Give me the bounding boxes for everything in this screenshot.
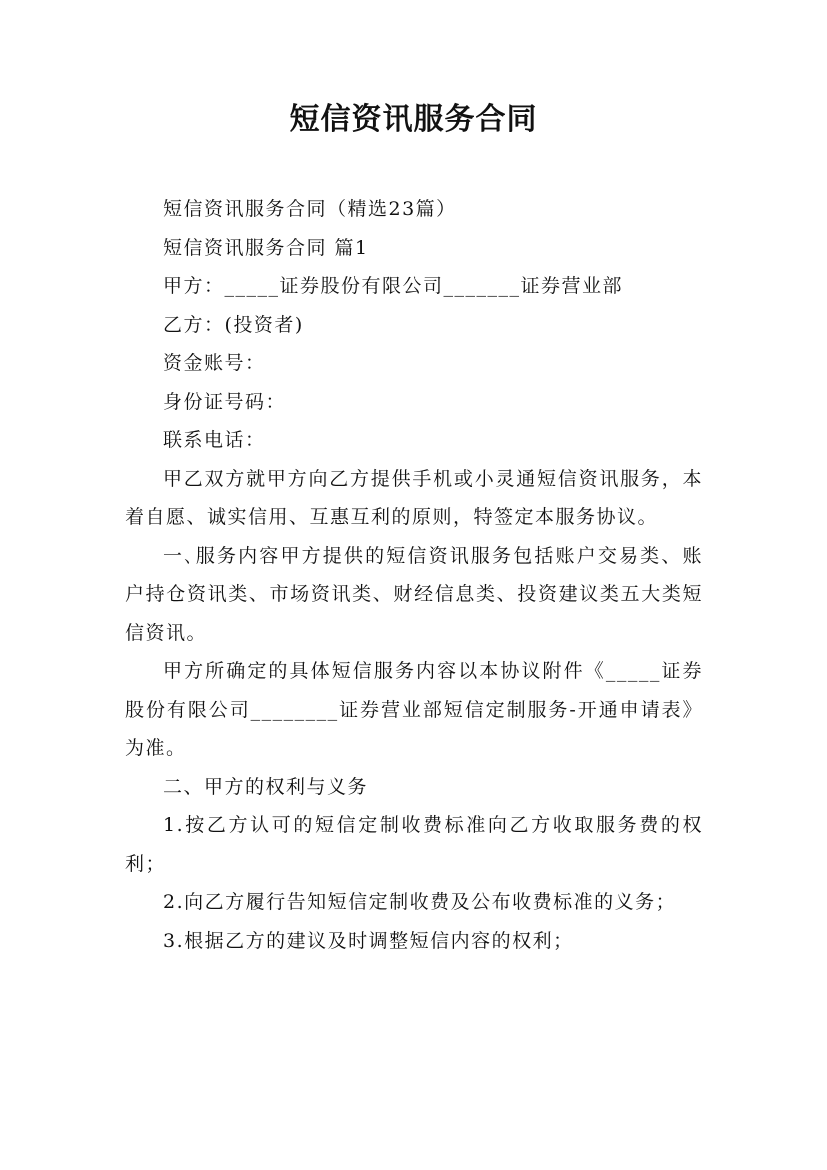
paragraph-right-2: 2.向乙方履行告知短信定制收费及公布收费标准的义务；	[163, 891, 677, 913]
paragraph-section-heading: 短信资讯服务合同 篇1	[163, 236, 369, 259]
paragraph-subtitle: 短信资讯服务合同（精选23篇）	[163, 198, 457, 220]
paragraph-rights-heading: 二、甲方的权利与义务	[163, 775, 369, 798]
paragraph-party-b: 乙方：(投资者)	[163, 313, 304, 336]
document-title: 短信资讯服务合同	[289, 102, 538, 137]
paragraph-intro: 甲乙双方就甲方向乙方提供手机或小灵通短信资讯服务，本着自愿、诚实信用、互惠互利的原则，特签定本服务协议。	[125, 467, 703, 528]
paragraph-right-3: 3.根据乙方的建议及时调整短信内容的权利；	[163, 929, 574, 952]
paragraph-right-1: 1.按乙方认可的短信定制收费标准向乙方收取服务费的权利；	[125, 814, 703, 875]
paragraph-party-a: 甲方：_____证券股份有限公司_______证券营业部	[163, 275, 624, 297]
document-body	[125, 190, 703, 960]
paragraph-service-detail: 甲方所确定的具体短信服务内容以本协议附件《_____证券股份有限公司________证券营业部短信定制服务-开通申请表》为准。	[125, 660, 703, 759]
paragraph-id-number: 身份证号码：	[163, 390, 287, 413]
paragraph-phone: 联系电话：	[163, 429, 266, 451]
paragraph-fund-account: 资金账号：	[163, 352, 266, 374]
paragraph-service-content: 一､服务内容甲方提供的短信资讯服务包括账户交易类、账户持仓资讯类、市场资讯类、财经信息类、投资建议类五大类短信资讯。	[125, 544, 703, 644]
